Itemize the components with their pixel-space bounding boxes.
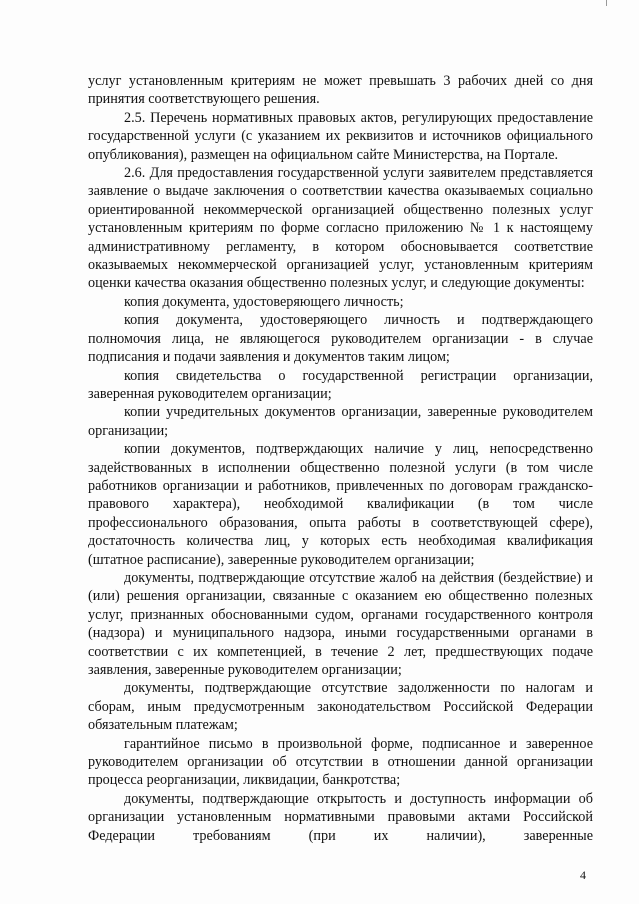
paragraph: копии документов, подтверждающих наличие у лиц, непосредственно задействованных в исполнении общественно полезной услуги (в том числе работников организации и работников, привлеченных по договорам гражданско-правового характера), необходимой квалификации (в том числе профессионального образования, опыта работы в соответствующей сфере), достаточность количества лиц, у которых есть необходимая квалификация (штатное расписание), заверенные руководителем организации; — [88, 441, 593, 568]
page-number: 4 — [580, 868, 586, 882]
paragraph: копии учредительных документов организации, заверенные руководителем организации; — [88, 404, 593, 439]
paragraph: копия документа, удостоверяющего личность; — [124, 293, 404, 310]
paragraph: копия свидетельства о государственной регистрации организации, заверенная руководителем организации; — [88, 367, 593, 402]
paragraph: 2.6. Для предоставления государственной услуги заявителем представляется заявление о выдаче заключения о соответствии качества оказываемых социально ориентированной некоммерческой организацией общественно полезных услуг установленным критериям по форме согласно приложению № 1 к настоящему административному регламенту, в котором обосновывается соответствие оказываемых некоммерческой организацией услуг, установленным критериям оценки качества оказания общественно полезных услуг, и следующие документы: — [88, 165, 593, 292]
paragraph: копия документа, удостоверяющего личность и подтверждающего полномочия лица, не являющегося руководителем организации - в случае подписания и подачи заявления и документов таким лицом; — [88, 312, 593, 366]
paragraph: услуг установленным критериям не может превышать 3 рабочих дней со дня принятия соответствующего решения. — [88, 73, 593, 108]
paragraph: документы, подтверждающие открытость и доступность информации об организации установленным нормативными правовыми актами Российской Федерации требованиям (при их наличии), заверенные — [88, 790, 593, 844]
scan-edge-mark — [606, 0, 615, 6]
document-body — [88, 72, 593, 845]
paragraph: документы, подтверждающие отсутствие задолженности по налогам и сборам, иным предусмотренным законодательством Российской Федерации обязательным платежам; — [88, 680, 593, 734]
paragraph: гарантийное письмо в произвольной форме, подписанное и заверенное руководителем организации об отсутствии в отношении данной организации процесса реорганизации, ликвидации, банкротства; — [88, 735, 593, 789]
paragraph: документы, подтверждающие отсутствие жалоб на действия (бездействие) и (или) решения организации, связанные с оказанием ею общественно полезных услуг, признанных обоснованными судом, органами государственного контроля (надзора) и муниципального надзора, иными государственными органами в соответствии с их компетенцией, в течение 2 лет, предшествующих подаче заявления, заверенные руководителем организации; — [88, 569, 593, 678]
paragraph: 2.5. Перечень нормативных правовых актов, регулирующих предоставление государственной услуги (с указанием их реквизитов и источников официального опубликования), размещен на официальном сайте Министерства, на Портале. — [88, 109, 593, 163]
